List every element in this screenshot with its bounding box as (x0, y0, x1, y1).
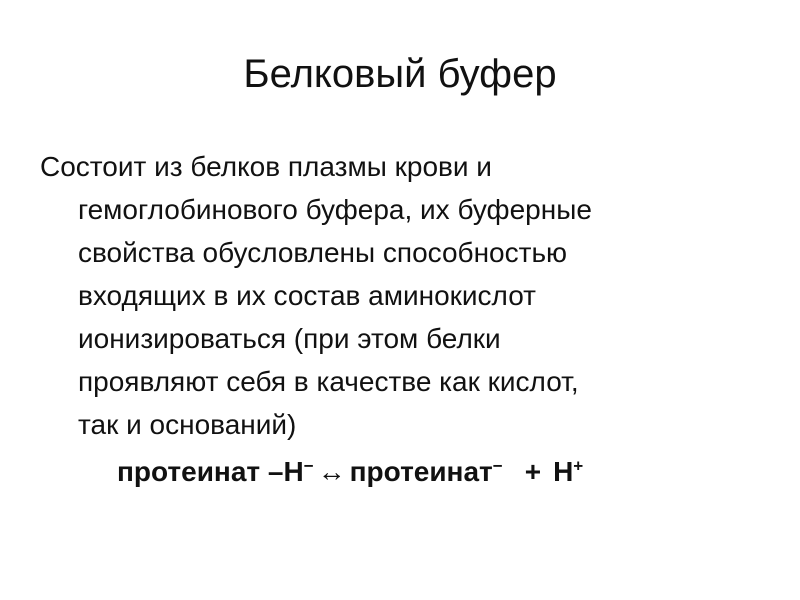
equation-right-charge: − (492, 456, 503, 476)
equation-ion: Н (553, 456, 574, 487)
buffer-equation (117, 452, 583, 492)
slide-title: Белковый буфер (243, 52, 557, 96)
bullet-line-4: входящих в их состав аминокислот (78, 280, 536, 311)
equation-ion-charge: + (573, 456, 584, 476)
equation-right: протеинат (349, 456, 493, 487)
equilibrium-arrow: ↔ (317, 456, 346, 487)
bullet-line-3: свойства обусловлены способностью (78, 237, 568, 268)
bullet-line-1: Состоит из белков плазмы крови и (40, 151, 492, 182)
bullet-line-5: ионизироваться (при этом белки (78, 323, 501, 354)
bullet-paragraph (40, 145, 760, 446)
bullet-line-6: проявляют себя в качестве как кислот, (78, 366, 579, 397)
equation-left: протеинат –Н (117, 456, 304, 487)
bullet-line-2: гемоглобинового буфера, их буферные (78, 194, 592, 225)
equation-left-charge: − (303, 456, 314, 476)
bullet-line-7: так и оснований) (78, 409, 297, 440)
equation-plus: + (524, 456, 542, 487)
